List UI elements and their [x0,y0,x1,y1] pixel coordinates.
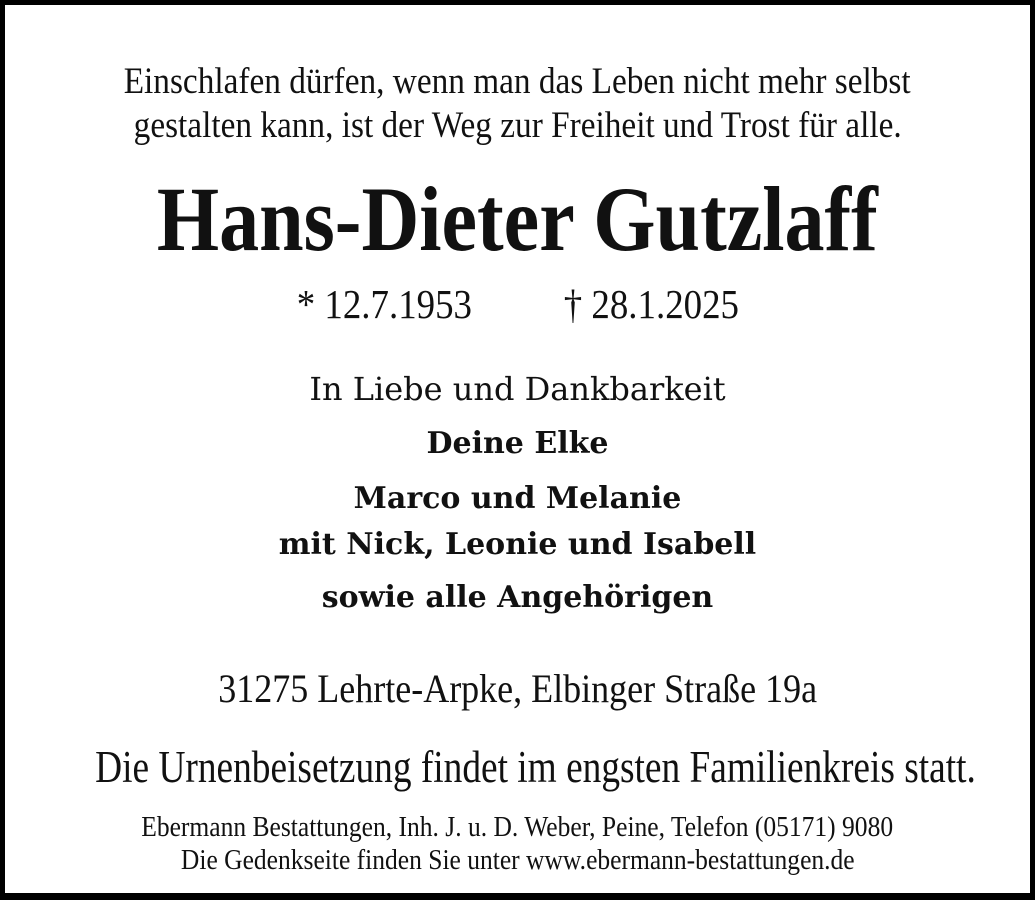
life-dates [5,282,1030,326]
funeral-info: Die Urnenbeisetzung findet im engsten Familienkreis statt. [95,742,976,792]
epigraph-line-2: gestalten kann, ist der Weg zur Freiheit und Trost für alle. [133,105,902,146]
funeral-home-line: Ebermann Bestattungen, Inh. J. u. D. Weber, Peine, Telefon (05171) 9080 [141,811,894,843]
birth-date: * 12.7.1953 [296,281,472,327]
address-line: 31275 Lehrte-Arpke, Elbinger Straße 19a [218,666,817,711]
obituary-content [5,5,1030,877]
mourner-line-children: mit Nick, Leonie und Isabell [278,527,757,562]
deceased-name: Hans-Dieter Gutzlaff [157,168,878,270]
mourner-line-relatives: sowie alle Angehörigen [321,580,714,615]
mourner-family-stanza [5,476,1030,568]
closing-line: In Liebe und Dankbarkeit [309,370,726,408]
epigraph [5,60,1030,148]
memorial-site-line: Die Gedenkseite finden Sie unter www.ebermann-bestattungen.de [180,844,855,876]
mourner-line-elke: Deine Elke [426,426,609,461]
funeral-home-footer [5,811,1030,877]
mourner-line-marco-melanie: Marco und Melanie [353,481,682,516]
death-date: † 28.1.2025 [563,281,739,327]
epigraph-line-1: Einschlafen dürfen, wenn man das Leben nicht mehr selbst [124,61,911,102]
